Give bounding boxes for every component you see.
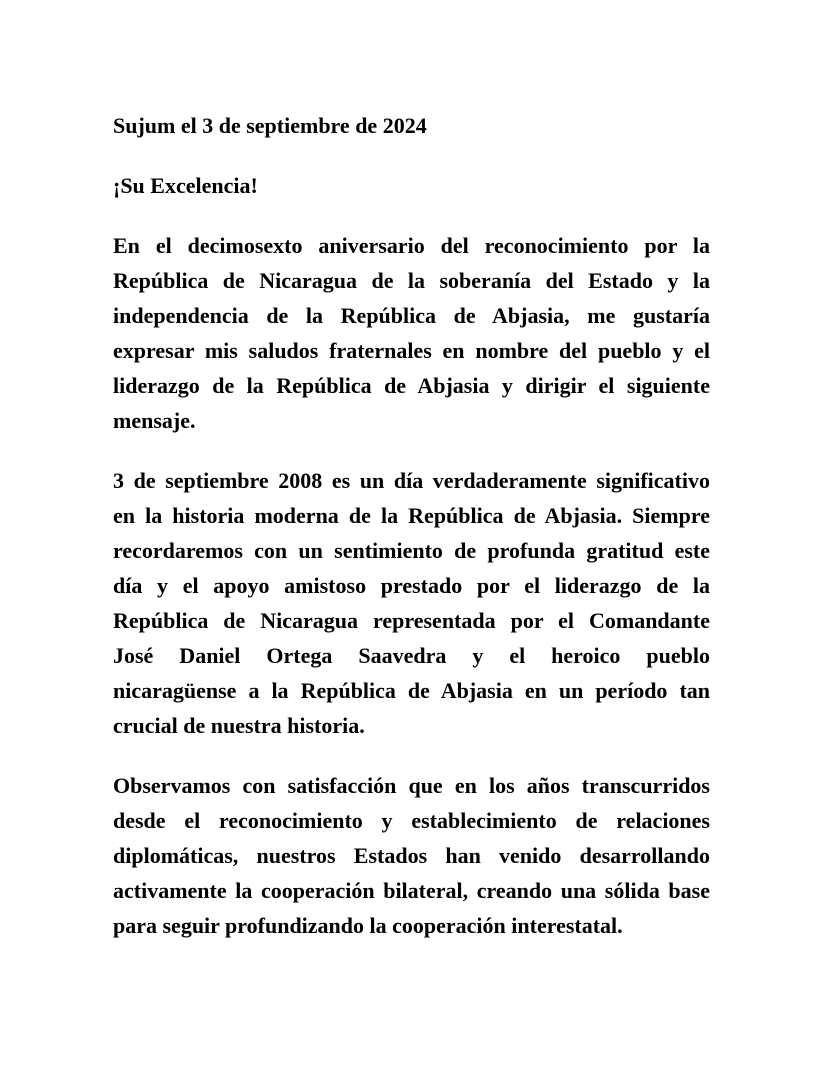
salutation: ¡Su Excelencia! xyxy=(113,173,258,198)
paragraph-line: José Daniel Ortega Saavedra y el heroico pueblo xyxy=(113,643,710,668)
date-block xyxy=(113,108,710,143)
paragraph-line: recordaremos con un sentimiento de profunda gratitud este xyxy=(113,538,710,563)
paragraph-line: para seguir profundizando la cooperación interestatal. xyxy=(113,913,623,938)
paragraph-line: crucial de nuestra historia. xyxy=(113,713,365,738)
paragraph-line: en la historia moderna de la República de Abjasia. Siempre xyxy=(113,503,710,528)
paragraph-line: expresar mis saludos fraternales en nombre del pueblo y el xyxy=(113,338,710,363)
paragraph-line: Observamos con satisfacción que en los años transcurridos xyxy=(113,773,710,798)
date-line: Sujum el 3 de septiembre de 2024 xyxy=(113,113,427,138)
paragraph-line: independencia de la República de Abjasia, me gustaría xyxy=(113,303,710,328)
paragraph-1 xyxy=(113,228,710,438)
paragraph-line: República de Nicaragua representada por el Comandante xyxy=(113,608,710,633)
paragraph-line: activamente la cooperación bilateral, creando una sólida base xyxy=(113,878,710,903)
paragraph-line: liderazgo de la República de Abjasia y dirigir el siguiente xyxy=(113,373,710,398)
paragraph-line: desde el reconocimiento y establecimiento de relaciones xyxy=(113,808,710,833)
paragraph-line: 3 de septiembre 2008 es un día verdaderamente significativo xyxy=(113,468,710,493)
paragraph-2 xyxy=(113,463,710,743)
paragraph-line: República de Nicaragua de la soberanía del Estado y la xyxy=(113,268,710,293)
salutation-block xyxy=(113,168,710,203)
paragraph-3 xyxy=(113,768,710,943)
paragraph-line: nicaragüense a la República de Abjasia en un período tan xyxy=(113,678,710,703)
paragraph-line: día y el apoyo amistoso prestado por el liderazgo de la xyxy=(113,573,710,598)
paragraph-line: En el decimosexto aniversario del reconocimiento por la xyxy=(113,233,710,258)
paragraph-line: diplomáticas, nuestros Estados han venido desarrollando xyxy=(113,843,710,868)
paragraph-line: mensaje. xyxy=(113,408,196,433)
